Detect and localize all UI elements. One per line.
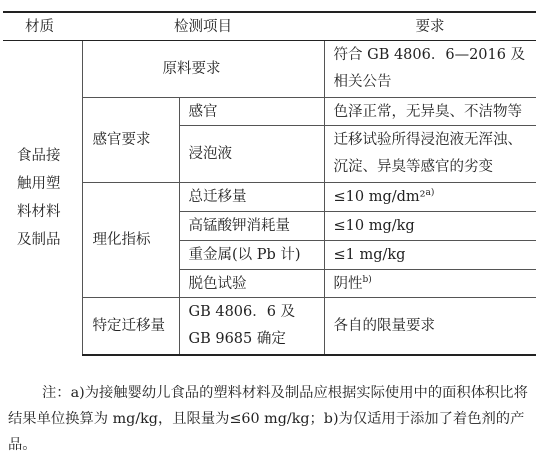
total-migration-req: ≤10 mg/dm²$^{a)}$	[324, 183, 536, 212]
raw-material-item: 原料要求	[82, 41, 324, 98]
table-row	[3, 98, 536, 126]
requirements-table	[3, 11, 536, 356]
material-label: 食品接触用塑料材料及制品	[17, 148, 61, 248]
decolor-req: 阴性$^{b)}$	[324, 270, 536, 298]
kmno4-item: 高锰酸钾消耗量	[179, 212, 324, 241]
physchem-group: 理化指标	[82, 183, 179, 298]
specific-migration-item: GB 4806．6 及 GB 9685 确定	[179, 298, 324, 356]
raw-material-req: 符合 GB 4806．6—2016 及相关公告	[324, 41, 536, 98]
heavy-metal-req: ≤1 mg/kg	[324, 241, 536, 270]
footnote-marker: b)	[362, 274, 372, 285]
table-header-row	[3, 12, 536, 41]
sensory-item: 感官	[179, 98, 324, 126]
soak-req: 迁移试验所得浸泡液无浑浊、沉淀、异臭等感官的劣变	[324, 126, 536, 183]
sensory-req: 色泽正常，无异臭、不洁物等	[324, 98, 536, 126]
specific-migration-req: 各自的限量要求	[324, 298, 536, 356]
table-note: 注：a)为接触婴幼儿食品的塑料材料及制品应根据实际使用中的面积体积比将结果单位换算为 mg/kg，且限量为≤60 mg/kg；b)为仅适用于添加了着色剂的产品。	[8, 385, 528, 453]
soak-item: 浸泡液	[179, 126, 324, 183]
header-requirement: 要求	[324, 12, 536, 41]
table-row	[3, 41, 536, 98]
total-migration-item: 总迁移量	[179, 183, 324, 212]
specific-migration-group: 特定迁移量	[82, 298, 179, 356]
table-row	[3, 298, 536, 356]
material-cell	[3, 41, 82, 356]
table-row	[3, 183, 536, 212]
kmno4-req: ≤10 mg/kg	[324, 212, 536, 241]
header-test-item: 检测项目	[82, 12, 324, 41]
heavy-metal-item: 重金属(以 Pb 计)	[179, 241, 324, 270]
header-material: 材质	[3, 12, 82, 41]
footnote-marker: a)	[425, 188, 435, 198]
decolor-item: 脱色试验	[179, 270, 324, 298]
sensory-group: 感官要求	[82, 98, 179, 183]
